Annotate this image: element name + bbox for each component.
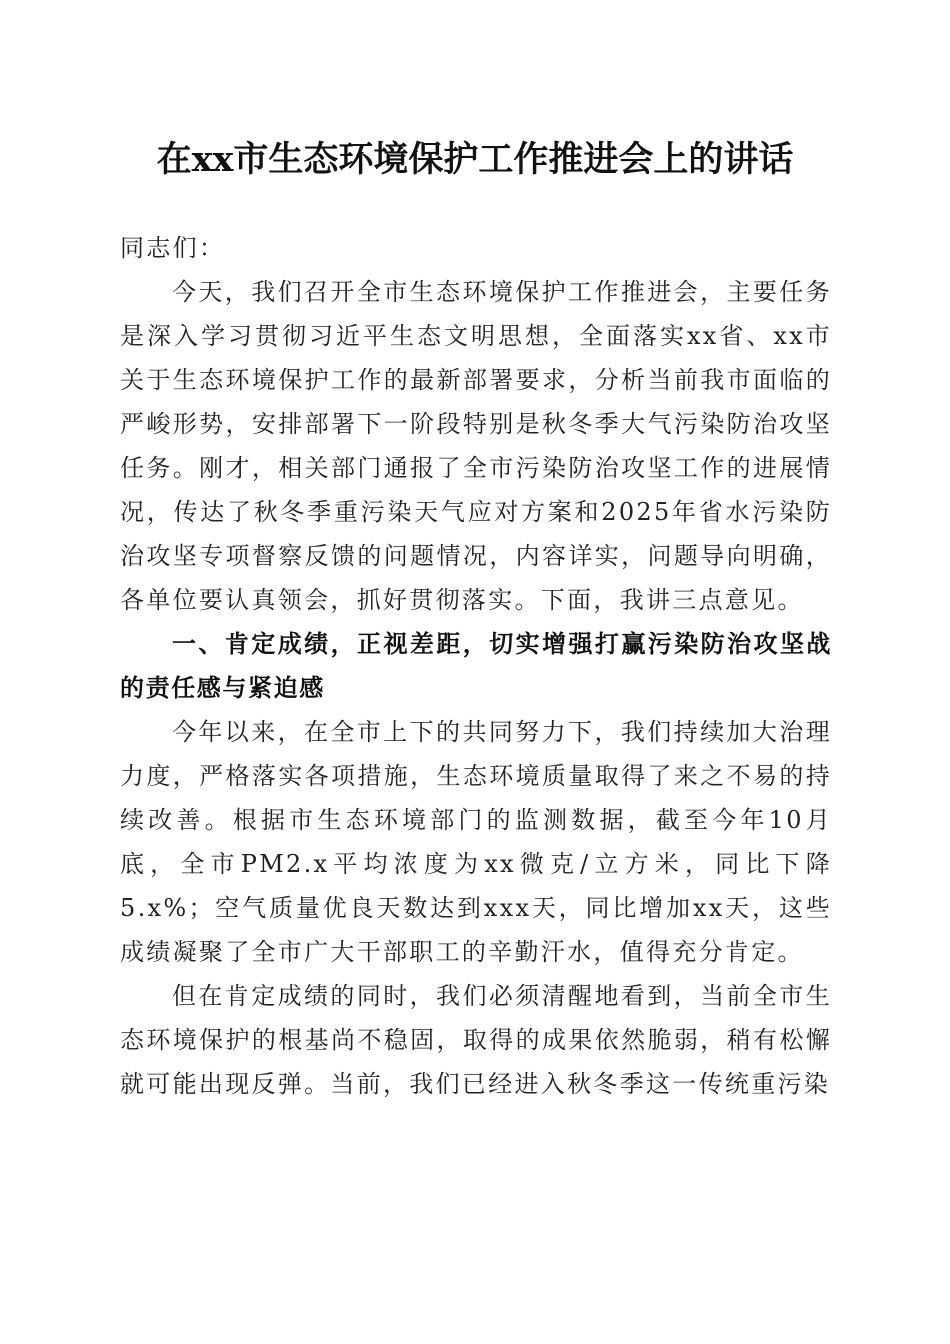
paragraph-challenges: 但在肯定成绩的同时，我们必须清醒地看到，当前全市生态环境保护的根基尚不稳固，取得的成果依然脆弱，稍有松懈就可能出现反弹。当前，我们已经进入秋冬季这一传统重污染 bbox=[120, 982, 832, 1098]
document-body bbox=[120, 226, 832, 1106]
section-heading-1: 一、肯定成绩，正视差距，切实增强打赢污染防治攻坚战的责任感与紧迫感 bbox=[120, 630, 832, 702]
paragraph-intro: 今天，我们召开全市生态环境保护工作推进会，主要任务是深入学习贯彻习近平生态文明思想，全面落实xx省、xx市关于生态环境保护工作的最新部署要求，分析当前我市面临的严峻形势，安排部署下一阶段特别是秋冬季大气污染防治攻坚任务。刚才，相关部门通报了全市污染防治攻坚工作的进展情况，传达了秋冬季重污染天气应对方案和2025年省水污染防治攻坚专项督察反馈的问题情况，内容详实，问题导向明确，各单位要认真领会，抓好贯彻落实。下面，我讲三点意见。 bbox=[120, 278, 832, 614]
document-title: 在xx市生态环境保护工作推进会上的讲话 bbox=[156, 139, 794, 180]
paragraph-achievements: 今年以来，在全市上下的共同努力下，我们持续加大治理力度，严格落实各项措施，生态环境质量取得了来之不易的持续改善。根据市生态环境部门的监测数据，截至今年10月底，全市PM2.x平均浓度为xx微克/立方米，同比下降5.x%；空气质量优良天数达到xxx天，同比增加xx天，这些成绩凝聚了全市广大干部职工的辛勤汗水，值得充分肯定。 bbox=[120, 718, 832, 966]
salutation: 同志们： bbox=[120, 234, 226, 262]
